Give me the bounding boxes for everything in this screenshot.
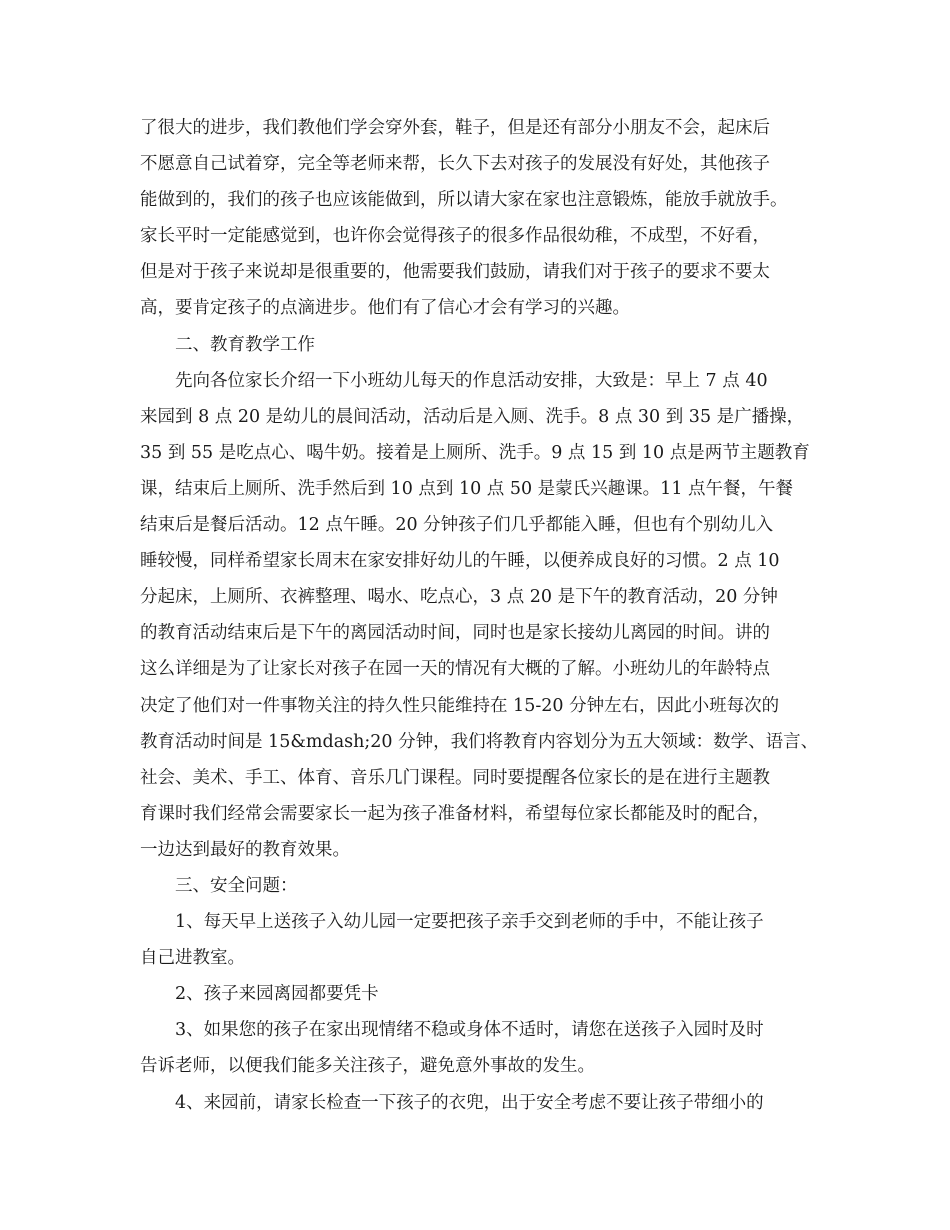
text-line: 的教育活动结束后是下午的离园活动时间，同时也是家长接幼儿离园的时间。讲的	[140, 623, 770, 644]
text-line: 这么详细是为了让家长对孩子在园一天的情况有大概的了解。小班幼儿的年龄特点	[140, 659, 770, 680]
text-line: 育课时我们经常会需要家长一起为孩子准备材料，希望每位家长都能及时的配合，	[140, 803, 770, 824]
text-line: 4、来园前，请家长检查一下孩子的衣兜，出于安全考虑不要让孩子带细小的	[175, 1092, 764, 1113]
text-line: 分起床，上厕所、衣裤整理、喝水、吃点心，3 点 20 是下午的教育活动，20 分钟	[140, 587, 778, 608]
text-line: 2、孩子来园离园都要凭卡	[175, 984, 379, 1005]
text-line: 但是对于孩子来说却是很重要的，他需要我们鼓励，请我们对于孩子的要求不要太	[140, 262, 770, 283]
text-line: 结束后是餐后活动。12 点午睡。20 分钟孩子们几乎都能入睡，但也有个别幼儿入	[140, 515, 774, 536]
text-line: 了很大的进步，我们教他们学会穿外套，鞋子，但是还有部分小朋友不会，起床后	[140, 118, 770, 138]
text-line: 三、安全问题：	[175, 875, 298, 896]
text-line: 来园到 8 点 20 是幼儿的晨间活动，活动后是入厕、洗手。8 点 30 到 35 是广播操，	[140, 406, 805, 427]
text-line: 不愿意自己试着穿，完全等老师来帮，长久下去对孩子的发展没有好处，其他孩子	[140, 154, 770, 175]
text-line: 自己进教室。	[140, 948, 245, 969]
text-line: 先向各位家长介绍一下小班幼儿每天的作息活动安排，大致是：早上 7 点 40	[175, 370, 768, 391]
text-line: 二、教育教学工作	[175, 334, 315, 355]
text-line: 3、如果您的孩子在家出现情绪不稳或身体不适时，请您在送孩子入园时及时	[175, 1020, 764, 1041]
document-body	[140, 110, 830, 1121]
text-line: 35 到 55 是吃点心、喝牛奶。接着是上厕所、洗手。9 点 15 到 10 点是两节主题教育	[140, 442, 810, 463]
text-line: 社会、美术、手工、体育、音乐几门课程。同时要提醒各位家长的是在进行主题教	[140, 767, 770, 788]
text-line: 决定了他们对一件事物关注的持久性只能维持在 15-20 分钟左右，因此小班每次的	[140, 695, 780, 716]
text-line: 家长平时一定能感觉到，也许你会觉得孩子的很多作品很幼稚，不成型，不好看，	[140, 226, 770, 247]
text-line: 教育活动时间是 15&mdash;20 分钟，我们将教育内容划分为五大领域：数学、语言、	[140, 731, 819, 752]
text-line: 睡较慢，同样希望家长周末在家安排好幼儿的午睡，以便养成良好的习惯。2 点 10	[140, 551, 780, 572]
text-line: 1、每天早上送孩子入幼儿园一定要把孩子亲手交到老师的手中，不能让孩子	[175, 912, 764, 933]
text-line: 课，结束后上厕所、洗手然后到 10 点到 10 点 50 是蒙氏兴趣课。11 点午餐，午餐	[140, 478, 794, 499]
text-line: 一边达到最好的教育效果。	[140, 839, 350, 860]
text-line: 告诉老师，以便我们能多关注孩子，避免意外事故的发生。	[140, 1056, 595, 1077]
text-line: 高，要肯定孩子的点滴进步。他们有了信心才会有学习的兴趣。	[140, 298, 630, 319]
text-line: 能做到的，我们的孩子也应该能做到，所以请大家在家也注意锻炼，能放手就放手。	[140, 190, 788, 211]
